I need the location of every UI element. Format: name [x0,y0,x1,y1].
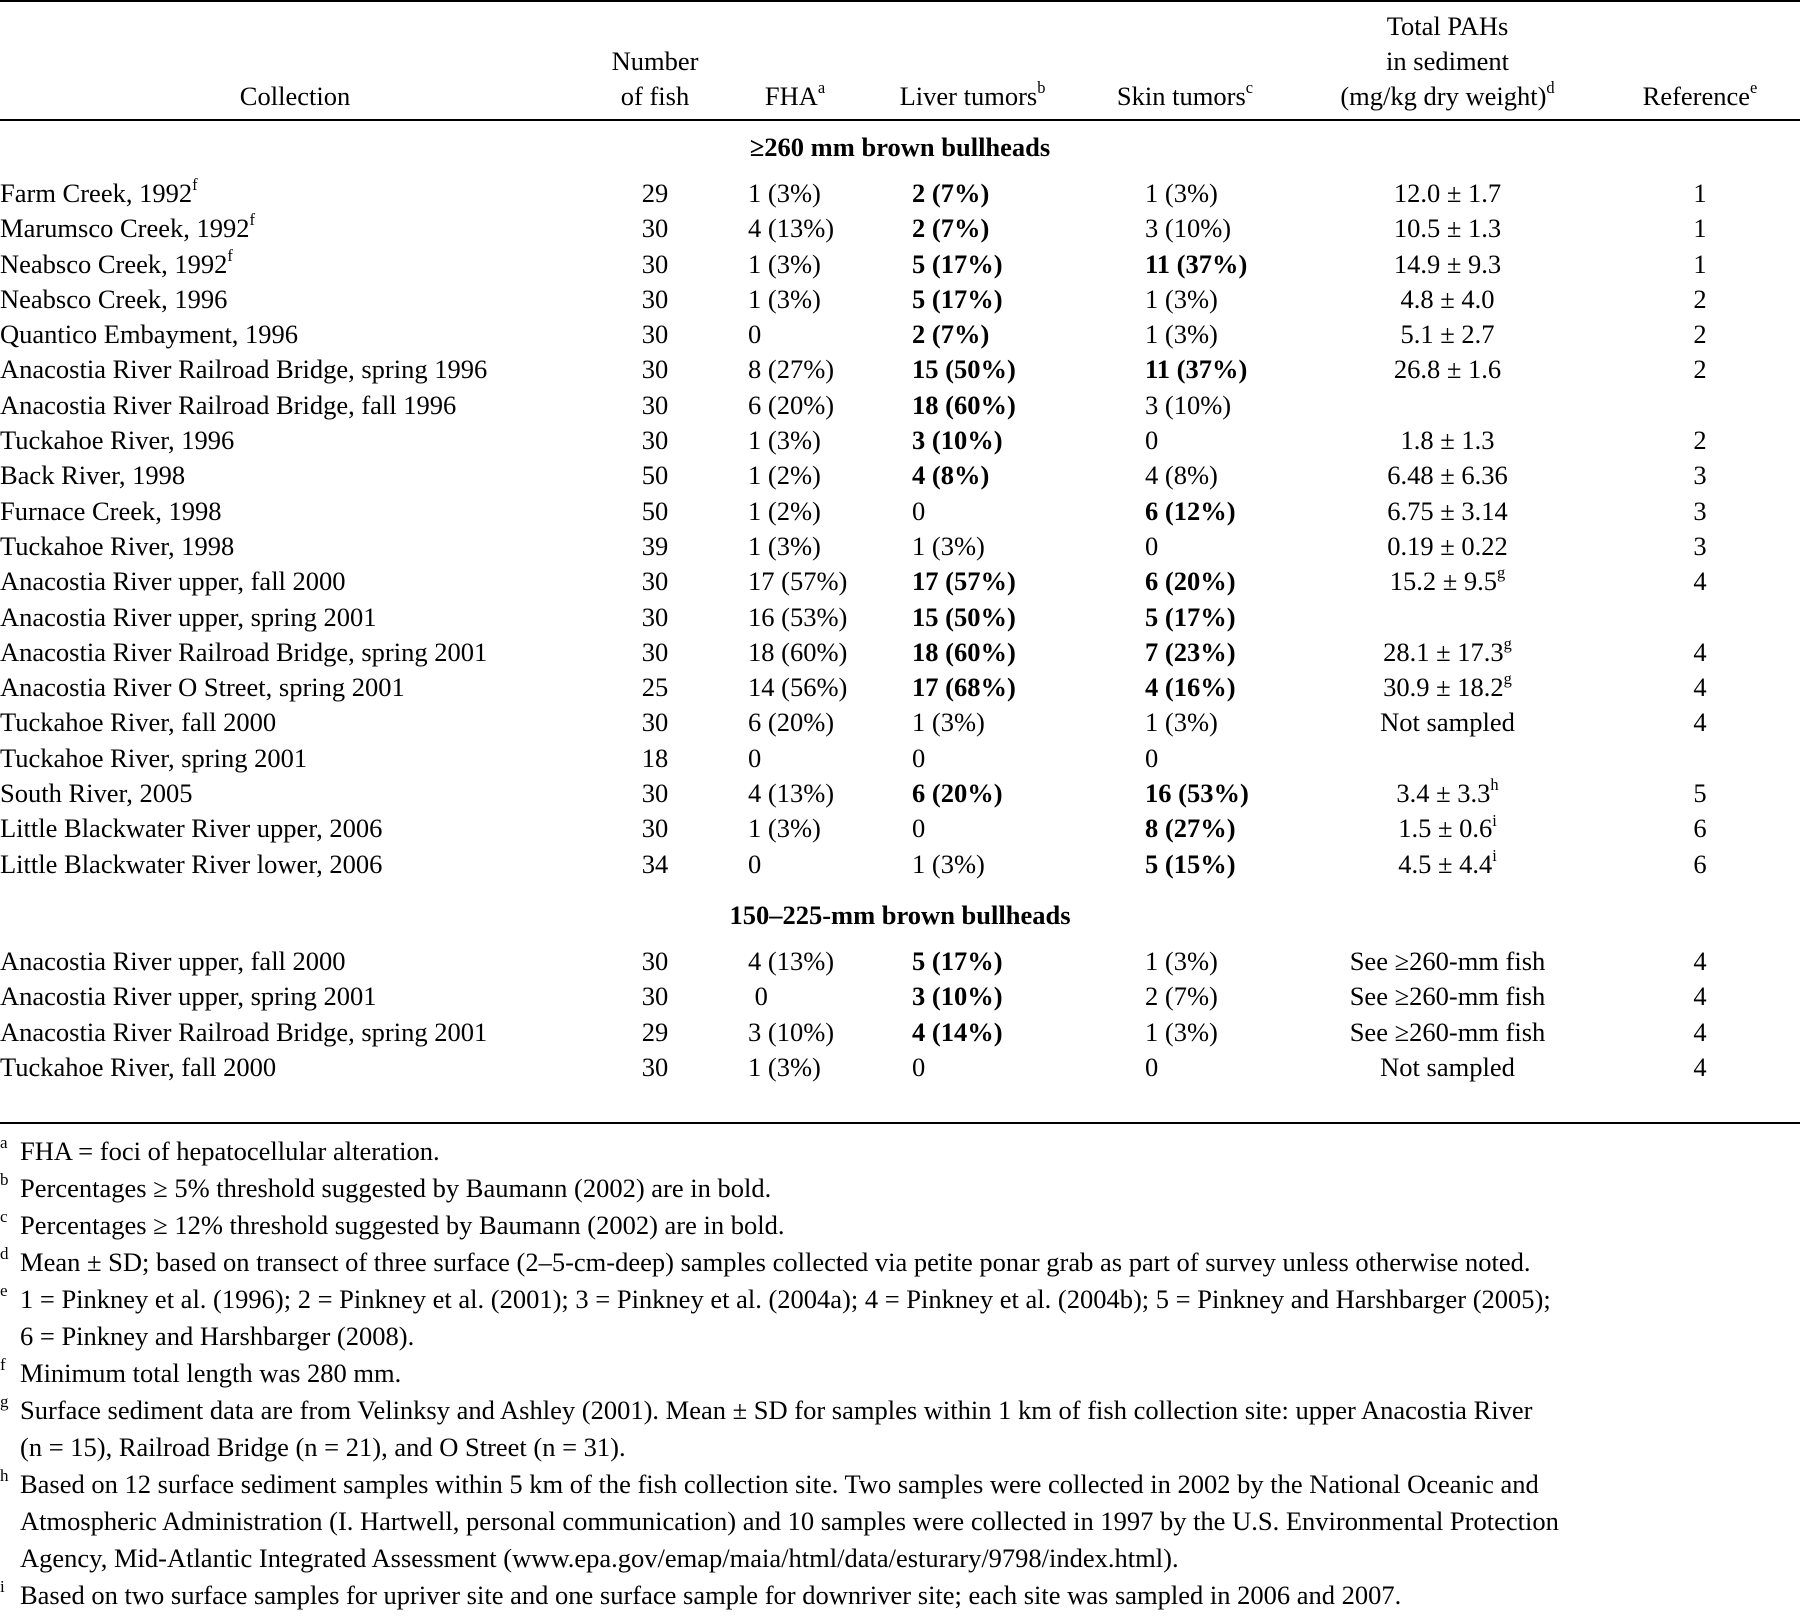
cell-liver-tumors: 1 (3%) [912,707,985,738]
cell-number-of-fish: 50 [641,495,669,526]
cell-liver-tumors: 5 (17%) [912,248,1003,279]
cell-skin-tumors: 1 (3%) [1145,707,1218,738]
table-row [0,458,1800,493]
footnote-mark: f [249,210,255,230]
table-row [0,944,1800,979]
cell-collection [0,176,590,211]
cell-collection [0,529,590,564]
pah-text: See ≥260-mm fish [1349,981,1546,1012]
cell-fha: 6 (20%) [748,389,835,420]
collection-text: Anacostia River Railroad Bridge, fall 1996 [0,389,457,420]
cell-collection [0,600,590,635]
cell-number-of-fish: 30 [641,389,669,420]
cell-total-pahs [1295,176,1600,211]
cell-number-of-fish: 30 [641,425,669,456]
footnote-mark: g [1503,669,1512,689]
footnote [0,1355,1800,1392]
cell-reference: 4 [1693,945,1707,976]
table-row [0,847,1800,882]
cell-fha: 17 (57%) [748,566,848,597]
cell-total-pahs [1295,811,1600,846]
pah-text: 3.4 ± 3.3 [1396,778,1491,809]
cell-skin-tumors: 0 [1145,742,1159,773]
header-total-pahs: Total PAHs in sediment (mg/kg dry weight)$^d$ [1340,11,1555,111]
footnote [0,1281,1800,1355]
cell-skin-tumors: 5 (15%) [1145,848,1236,879]
footnote-line: Surface sediment data are from Velinksy and Ashley (2001). Mean ± SD for samples within 1 km of fish collection site: upper Anacostia River [20,1395,1533,1425]
cell-reference: 4 [1693,672,1707,703]
cell-collection [0,282,590,317]
cell-liver-tumors: 0 [912,742,926,773]
footnote-line: Percentages ≥ 12% threshold suggested by Baumann (2002) are in bold. [20,1210,785,1240]
table-row [0,211,1800,246]
collection-text: Anacostia River upper, spring 2001 [0,601,377,632]
pah-text: 28.1 ± 17.3 [1383,636,1504,667]
pah-text: 1.8 ± 1.3 [1400,425,1495,456]
pah-text: 15.2 ± 9.5 [1389,566,1498,597]
pah-text: 30.9 ± 18.2 [1383,672,1504,703]
footnote-line: Based on two surface samples for upriver site and one surface sample for downriver site; each site was sampled in 2006 and 2007. [20,1580,1402,1610]
cell-liver-tumors: 18 (60%) [912,636,1016,667]
cell-skin-tumors: 11 (37%) [1145,354,1248,385]
cell-reference: 4 [1693,636,1707,667]
cell-liver-tumors: 4 (8%) [912,460,990,491]
header-skin-tumors: Skin tumors$^c$ [1116,78,1254,111]
cell-number-of-fish: 30 [641,945,669,976]
table-row [0,176,1800,211]
footnote-mark: h [1490,775,1499,795]
footnote-mark: d [0,1244,9,1263]
footnote-mark: e [0,1281,8,1300]
header-row [0,8,1800,114]
cell-fha: 6 (20%) [748,707,835,738]
cell-reference: 1 [1693,248,1707,279]
collection-text: Tuckahoe River, fall 2000 [0,1051,277,1082]
cell-total-pahs [1295,247,1600,282]
cell-collection [0,388,590,423]
cell-skin-tumors: 8 (27%) [1145,813,1236,844]
cell-number-of-fish: 18 [641,742,669,773]
cell-fha: 0 [748,319,762,350]
cell-liver-tumors: 17 (68%) [912,672,1016,703]
footnote [0,1466,1800,1577]
cell-reference: 2 [1693,354,1707,385]
footnote [0,1577,1800,1614]
footnote-mark: f [227,245,233,265]
cell-collection [0,1015,590,1050]
cell-reference [1600,741,1800,776]
cell-total-pahs [1295,282,1600,317]
cell-total-pahs [1295,1050,1600,1085]
cell-fha: 1 (3%) [748,283,821,314]
cell-reference: 2 [1693,283,1707,314]
cell-fha: 1 (3%) [748,1051,821,1082]
cell-liver-tumors: 2 (7%) [912,213,990,244]
cell-number-of-fish: 29 [641,1016,669,1047]
cell-reference: 4 [1693,566,1707,597]
cell-liver-tumors: 6 (20%) [912,778,1003,809]
cell-fha: 1 (3%) [748,248,821,279]
cell-liver-tumors: 1 (3%) [912,848,985,879]
collection-text: Tuckahoe River, spring 2001 [0,742,308,773]
footnote-mark: b [0,1170,9,1189]
table-row [0,529,1800,564]
header-liver-tumors: Liver tumors$^b$ [899,78,1046,111]
cell-total-pahs [1295,317,1600,352]
cell-fha: 0 [748,981,768,1012]
cell-skin-tumors: 1 (3%) [1145,319,1218,350]
collection-text: Anacostia River Railroad Bridge, spring 1996 [0,354,488,385]
cell-number-of-fish: 30 [641,213,669,244]
cell-number-of-fish: 30 [641,813,669,844]
table-row [0,670,1800,705]
cell-total-pahs [1295,670,1600,705]
pah-text: 0.19 ± 0.22 [1387,530,1508,561]
cell-fha: 1 (3%) [748,530,821,561]
cell-total-pahs [1295,635,1600,670]
cell-skin-tumors: 1 (3%) [1145,945,1218,976]
cell-fha: 16 (53%) [748,601,848,632]
cell-skin-tumors: 4 (16%) [1145,672,1236,703]
collection-text: Anacostia River upper, fall 2000 [0,945,346,976]
section-title: 150–225-mm brown bullheads [729,899,1071,930]
cell-fha: 4 (13%) [748,945,835,976]
cell-collection [0,458,590,493]
cell-total-pahs [1295,776,1600,811]
table-row [0,600,1800,635]
collection-text: Tuckahoe River, fall 2000 [0,707,277,738]
cell-total-pahs [1295,458,1600,493]
cell-reference: 6 [1693,848,1707,879]
collection-text: Anacostia River upper, fall 2000 [0,566,346,597]
cell-liver-tumors: 0 [912,813,926,844]
section-title: ≥260 mm brown bullheads [749,132,1051,162]
footnote-mark: a [0,1133,8,1152]
cell-total-pahs [1295,352,1600,387]
cell-fha: 0 [748,742,762,773]
pah-text: Not sampled [1380,707,1515,738]
footnote-line: 1 = Pinkney et al. (1996); 2 = Pinkney et al. (2001); 3 = Pinkney et al. (2004a); 4 = Pinkney et al. (2004b); 5 = Pinkney and Harshbarger (2005); [20,1284,1551,1314]
footnote-mark: g [1503,634,1512,654]
cell-fha: 1 (3%) [748,425,821,456]
data-table [0,8,1800,1085]
cell-fha: 4 (13%) [748,778,835,809]
table-row [0,423,1800,458]
cell-total-pahs [1295,211,1600,246]
footnote-line: FHA = foci of hepatocellular alteration. [20,1136,440,1166]
collection-text: Anacostia River Railroad Bridge, spring 2001 [0,636,488,667]
cell-skin-tumors: 1 (3%) [1145,178,1218,208]
footnote [0,1244,1800,1281]
footnote-mark: i [0,1577,5,1596]
cell-collection [0,564,590,599]
cell-skin-tumors: 16 (53%) [1145,778,1249,809]
footnote-mark: i [1492,845,1497,865]
cell-total-pahs [1295,423,1600,458]
collection-text: Anacostia River upper, spring 2001 [0,981,377,1012]
cell-number-of-fish: 25 [641,672,669,703]
collection-text: Neabsco Creek, 1996 [0,283,228,314]
collection-text: Furnace Creek, 1998 [0,495,222,526]
table-row [0,741,1800,776]
cell-skin-tumors: 5 (17%) [1145,601,1236,632]
header-collection: Collection [239,81,351,111]
cell-reference: 5 [1693,778,1707,809]
section-header-row [0,882,1800,944]
cell-reference: 4 [1693,1016,1707,1047]
cell-skin-tumors: 0 [1145,530,1159,561]
bottom-rule [0,1122,1800,1124]
cell-reference: 3 [1693,495,1707,526]
table-row [0,564,1800,599]
cell-collection [0,1050,590,1085]
cell-collection [0,352,590,387]
collection-text: Little Blackwater River lower, 2006 [0,848,383,879]
footnote-mark: i [1492,810,1497,830]
cell-total-pahs [1295,564,1600,599]
cell-skin-tumors: 1 (3%) [1145,1016,1218,1047]
cell-liver-tumors: 3 (10%) [912,425,1003,456]
pah-text: 5.1 ± 2.7 [1400,319,1495,350]
cell-skin-tumors: 6 (20%) [1145,566,1236,597]
footnote-line: Mean ± SD; based on transect of three surface (2–5-cm-deep) samples collected via petite ponar grab as part of survey unless otherwise noted. [20,1247,1531,1277]
cell-collection [0,705,590,740]
cell-fha: 1 (2%) [748,460,821,491]
cell-liver-tumors: 2 (7%) [912,178,990,208]
cell-liver-tumors: 3 (10%) [912,981,1003,1012]
cell-reference: 4 [1693,1051,1707,1082]
table-row [0,635,1800,670]
footnote-mark: g [0,1392,9,1411]
cell-liver-tumors: 17 (57%) [912,566,1016,597]
cell-collection [0,423,590,458]
footnote-mark: c [0,1207,8,1226]
cell-fha: 1 (2%) [748,495,821,526]
footnote-line: Percentages ≥ 5% threshold suggested by Baumann (2002) are in bold. [20,1173,772,1203]
pah-text: 4.5 ± 4.4 [1398,848,1493,879]
cell-total-pahs [1295,979,1600,1014]
pah-text: 26.8 ± 1.6 [1393,354,1502,385]
cell-number-of-fish: 30 [641,707,669,738]
cell-reference: 4 [1693,981,1707,1012]
cell-collection [0,944,590,979]
footnote-line: 6 = Pinkney and Harshbarger (2008). [20,1321,415,1351]
table-row [0,388,1800,423]
pah-text: 4.8 ± 4.0 [1400,283,1495,314]
cell-reference [1600,388,1800,423]
cell-fha: 3 (10%) [748,1016,835,1047]
table-row [0,282,1800,317]
pah-text: 6.48 ± 6.36 [1387,460,1508,491]
cell-reference: 6 [1693,813,1707,844]
table-row [0,247,1800,282]
cell-total-pahs [1295,1015,1600,1050]
collection-text: South River, 2005 [0,778,193,809]
collection-text: Marumsco Creek, 1992 [0,213,250,244]
header-number-of-fish: Number of fish [611,46,699,111]
cell-collection [0,670,590,705]
cell-reference: 2 [1693,425,1707,456]
cell-reference: 1 [1693,213,1707,244]
cell-liver-tumors: 1 (3%) [912,530,985,561]
pah-text: 12.0 ± 1.7 [1393,178,1502,208]
cell-collection [0,811,590,846]
cell-total-pahs [1295,600,1600,635]
cell-liver-tumors: 2 (7%) [912,319,990,350]
cell-liver-tumors: 0 [912,495,926,526]
top-rule [0,0,1800,2]
cell-liver-tumors: 0 [912,1051,926,1082]
cell-number-of-fish: 30 [641,1051,669,1082]
cell-collection [0,847,590,882]
cell-number-of-fish: 39 [641,530,669,561]
cell-skin-tumors: 2 (7%) [1145,981,1218,1012]
cell-collection [0,317,590,352]
cell-total-pahs [1295,529,1600,564]
collection-text: Little Blackwater River upper, 2006 [0,813,383,844]
collection-text: Tuckahoe River, 1998 [0,530,235,561]
cell-number-of-fish: 30 [641,981,669,1012]
cell-total-pahs [1295,705,1600,740]
cell-fha: 8 (27%) [748,354,835,385]
cell-number-of-fish: 29 [641,178,669,208]
cell-skin-tumors: 6 (12%) [1145,495,1236,526]
pah-text: See ≥260-mm fish [1349,945,1546,976]
header-rule [0,119,1800,121]
cell-number-of-fish: 30 [641,566,669,597]
cell-number-of-fish: 30 [641,319,669,350]
collection-text: Quantico Embayment, 1996 [0,319,299,350]
cell-collection [0,741,590,776]
table-row [0,705,1800,740]
cell-skin-tumors: 3 (10%) [1145,213,1232,244]
header-fha: FHA$^a$ [764,78,826,111]
cell-fha: 1 (3%) [748,178,821,208]
cell-fha: 14 (56%) [748,672,848,703]
cell-skin-tumors: 7 (23%) [1145,636,1236,667]
collection-text: Neabsco Creek, 1992 [0,248,228,279]
table-body [0,114,1800,1085]
cell-skin-tumors: 0 [1145,1051,1159,1082]
footnote-line: Agency, Mid-Atlantic Integrated Assessment (www.epa.gov/emap/maia/html/data/esturary/9798/index.html). [20,1543,1179,1573]
cell-fha: 0 [748,848,762,879]
cell-skin-tumors: 1 (3%) [1145,283,1218,314]
cell-collection [0,494,590,529]
footnote-line: (n = 15), Railroad Bridge (n = 21), and O Street (n = 31). [20,1432,626,1462]
cell-liver-tumors: 5 (17%) [912,283,1003,314]
cell-reference: 4 [1693,707,1707,738]
collection-text: Back River, 1998 [0,460,186,491]
cell-number-of-fish: 30 [641,354,669,385]
footnote [0,1133,1800,1170]
table-row [0,317,1800,352]
pah-text: See ≥260-mm fish [1349,1016,1546,1047]
cell-number-of-fish: 34 [641,848,669,879]
footnote-mark: f [0,1355,6,1374]
pah-text: 6.75 ± 3.14 [1387,495,1508,526]
table-row [0,811,1800,846]
cell-total-pahs [1295,847,1600,882]
cell-collection [0,979,590,1014]
cell-reference: 3 [1693,460,1707,491]
footnote-line: Based on 12 surface sediment samples within 5 km of the fish collection site. Two samples were collected in 2002 by the National Oceanic and [20,1469,1539,1499]
cell-liver-tumors: 5 (17%) [912,945,1003,976]
footnote-mark: h [0,1466,9,1485]
collection-text: Farm Creek, 1992 [0,178,193,208]
section-header-row [0,114,1800,176]
cell-reference: 3 [1693,530,1707,561]
table-row [0,494,1800,529]
table-row [0,979,1800,1014]
collection-text: Anacostia River O Street, spring 2001 [0,672,405,703]
cell-reference: 1 [1693,178,1707,208]
cell-total-pahs [1295,494,1600,529]
cell-liver-tumors: 4 (14%) [912,1016,1003,1047]
cell-number-of-fish: 30 [641,778,669,809]
footnote [0,1207,1800,1244]
cell-number-of-fish: 30 [641,248,669,279]
cell-skin-tumors: 3 (10%) [1145,389,1232,420]
pah-text: 14.9 ± 9.3 [1393,248,1502,279]
cell-reference [1600,600,1800,635]
collection-text: Tuckahoe River, 1996 [0,425,235,456]
cell-number-of-fish: 30 [641,636,669,667]
cell-number-of-fish: 30 [641,283,669,314]
cell-skin-tumors: 4 (8%) [1145,460,1218,491]
cell-liver-tumors: 15 (50%) [912,354,1016,385]
cell-number-of-fish: 30 [641,601,669,632]
cell-total-pahs [1295,944,1600,979]
footnote [0,1170,1800,1207]
cell-fha: 1 (3%) [748,813,821,844]
cell-skin-tumors: 0 [1145,425,1159,456]
footnote-mark: g [1497,563,1506,583]
collection-text: Anacostia River Railroad Bridge, spring 2001 [0,1016,488,1047]
table-row [0,776,1800,811]
pah-text: Not sampled [1380,1051,1515,1082]
footnote [0,1392,1800,1466]
header-reference: Reference$^e$ [1642,78,1758,111]
footnote-line: Minimum total length was 280 mm. [20,1358,402,1388]
footnote-mark: f [192,175,198,195]
cell-total-pahs [1295,388,1600,423]
cell-collection [0,776,590,811]
cell-reference: 2 [1693,319,1707,350]
footnotes [0,1133,1800,1614]
cell-skin-tumors: 11 (37%) [1145,248,1248,279]
cell-total-pahs [1295,741,1600,776]
table-row [0,352,1800,387]
table-row [0,1050,1800,1085]
cell-liver-tumors: 18 (60%) [912,389,1016,420]
cell-fha: 4 (13%) [748,213,835,244]
pah-text: 1.5 ± 0.6 [1398,813,1493,844]
cell-liver-tumors: 15 (50%) [912,601,1016,632]
cell-fha: 18 (60%) [748,636,848,667]
cell-number-of-fish: 50 [641,460,669,491]
cell-collection [0,247,590,282]
footnote-line: Atmospheric Administration (I. Hartwell, personal communication) and 10 samples were collected in 1997 by the U.S. Environmental Protection [20,1506,1559,1536]
table-row [0,1015,1800,1050]
cell-collection [0,635,590,670]
cell-collection [0,211,590,246]
pah-text: 10.5 ± 1.3 [1393,213,1502,244]
